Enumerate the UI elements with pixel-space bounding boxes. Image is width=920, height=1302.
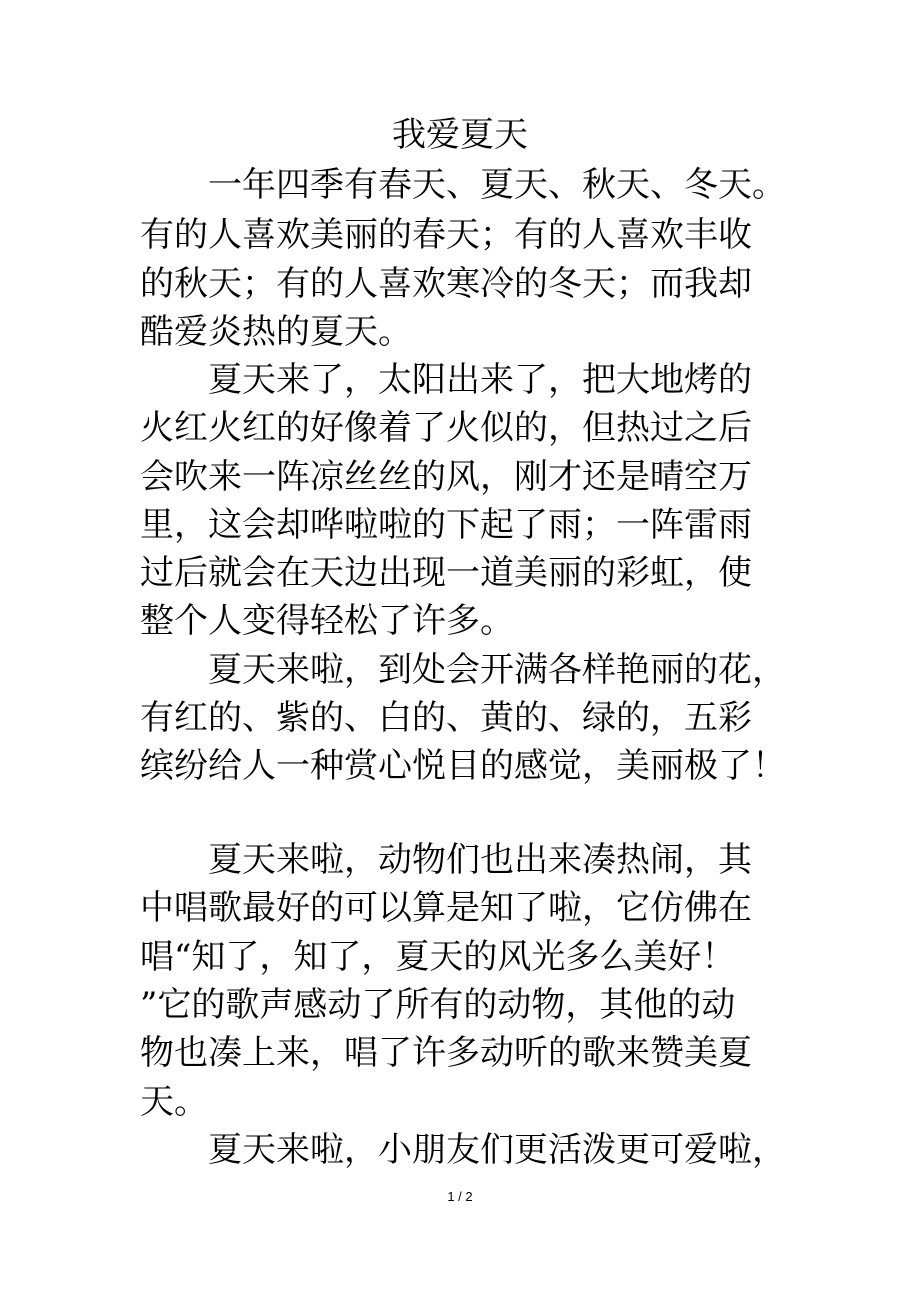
document-title: 我爱夏天 (392, 115, 528, 155)
text-line-18: 物也凑上来，唱了许多动听的歌来赞美夏 (140, 1033, 752, 1073)
text-line-6: 火红火红的好像着了火似的，但热过之后 (140, 408, 752, 448)
text-line-4: 酷爱炎热的夏天。 (140, 312, 412, 352)
text-line-19: 天。 (140, 1082, 208, 1122)
text-line-8: 里，这会却哗啦啦的下起了雨；一阵雷雨 (140, 505, 752, 545)
text-line-14: 夏天来啦，动物们也出来凑热闹，其 (208, 840, 752, 880)
page-number: 1 / 2 (447, 1189, 473, 1204)
text-line-10: 整个人变得轻松了许多。 (140, 601, 514, 641)
text-line-12: 有红的、紫的、白的、黄的、绿的，五彩 (140, 698, 752, 738)
text-line-2: 有的人喜欢美丽的春天；有的人喜欢丰收 (140, 215, 752, 255)
text-line-7: 会吹来一阵凉丝丝的风，刚才还是晴空万 (140, 457, 752, 497)
text-line-17: ”它的歌声感动了所有的动物，其他的动 (140, 985, 736, 1025)
text-line-3: 的秋天；有的人喜欢寒冷的冬天；而我却 (140, 264, 752, 304)
text-line-9: 过后就会在天边出现一道美丽的彩虹，使 (140, 553, 752, 593)
text-line-15: 中唱歌最好的可以算是知了啦，它仿佛在 (140, 888, 752, 928)
text-line-11: 夏天来啦，到处会开满各样艳丽的花， (208, 650, 786, 690)
text-line-20: 夏天来啦，小朋友们更活泼更可爱啦， (208, 1130, 786, 1170)
text-line-5: 夏天来了，太阳出来了，把大地烤的 (208, 360, 752, 400)
text-line-13: 缤纷给人一种赏心悦目的感觉，美丽极了！ (140, 746, 786, 786)
text-line-1: 一年四季有春天、夏天、秋天、冬天。 (208, 165, 786, 205)
text-line-16: 唱“知了，知了，夏天的风光多么美好！ (140, 937, 736, 977)
